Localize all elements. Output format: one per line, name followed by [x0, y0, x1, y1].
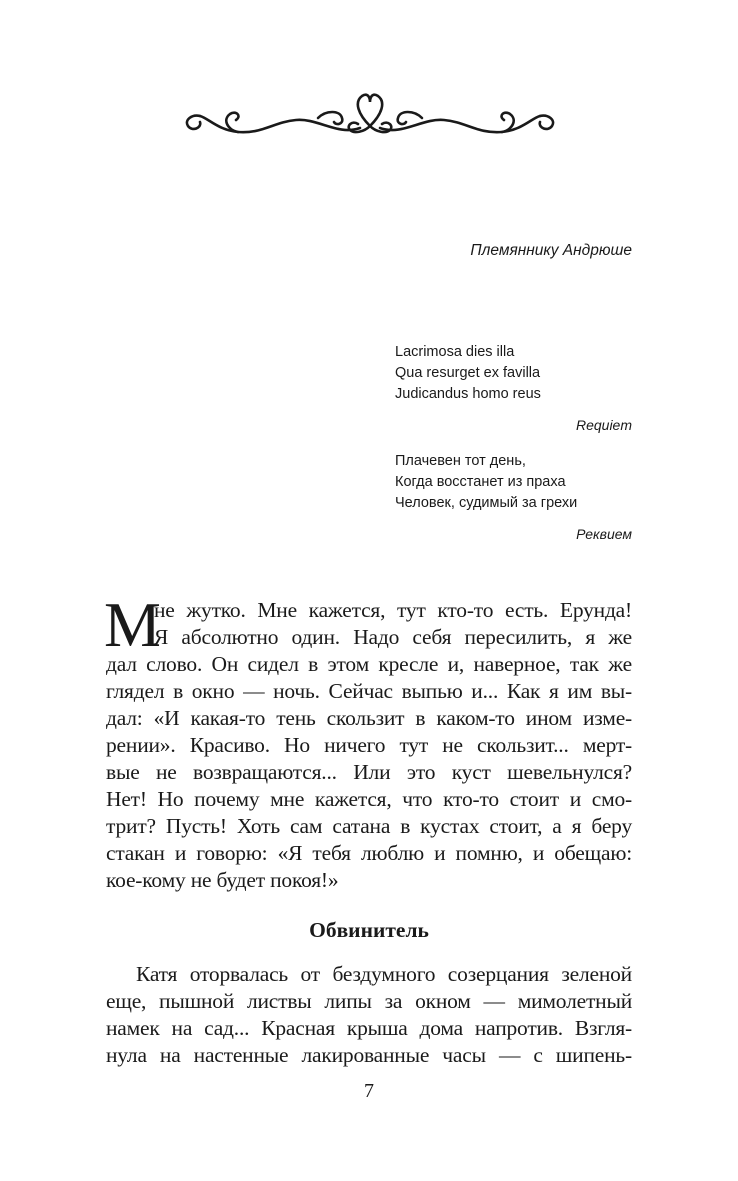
text-line: намек на сад... Красная крыша дома напротив. Взгля-: [106, 1016, 632, 1040]
text-line: глядел в окно — ночь. Сейчас выпью и... Как я им вы-: [106, 679, 632, 703]
epigraph-line: Judicandus homo reus: [395, 386, 541, 402]
chapter-paragraph: [106, 961, 632, 1069]
epigraph-line: Когда восстанет из праха: [395, 474, 566, 490]
text-line: кое-кому не будет покоя!»: [106, 868, 339, 892]
text-line: Я абсолютно один. Надо себя пересилить, я же: [154, 625, 632, 649]
epigraph-line: Qua resurget ex favilla: [395, 365, 541, 381]
chapter-title: Обвинитель: [309, 918, 429, 942]
text-line: вые не возвращаются... Или это куст шевельнулся?: [106, 760, 632, 784]
text-line: рении». Красиво. Но ничего тут не скользит... мерт-: [106, 733, 632, 757]
epigraph-line: Плачевен тот день,: [395, 453, 526, 469]
text-line: нула на настенные лакированные часы — с шипень-: [106, 1043, 632, 1067]
text-line: дал: «И какая-то тень скользит в каком-то ином изме-: [106, 706, 632, 730]
page-number: 7: [364, 1080, 374, 1102]
drop-cap: М: [104, 589, 161, 660]
epigraph-line: Lacrimosa dies illa: [395, 344, 515, 360]
epigraph-line: Человек, судимый за грехи: [395, 495, 578, 511]
epigraph-latin: [395, 342, 632, 433]
text-line: не жутко. Мне кажется, тут кто-то есть. Ерунда!: [154, 598, 632, 622]
text-line: дал слово. Он сидел в этом кресле и, наверное, так же: [106, 652, 632, 676]
epigraph-attribution: Requiem: [575, 417, 632, 433]
text-line: стакан и говорю: «Я тебя люблю и помню, и обещаю:: [106, 841, 632, 865]
heart-flourish-ornament-icon: [178, 88, 562, 146]
opening-paragraph: [104, 589, 632, 894]
epigraph-russian: [395, 451, 632, 542]
epigraph-attribution: Реквием: [576, 526, 632, 542]
text-line: еще, пышной листвы липы за окном — мимолетный: [106, 989, 632, 1013]
text-line: трит? Пусть! Хоть сам сатана в кустах стоит, а я беру: [106, 814, 632, 838]
text-line: Катя оторвалась от бездумного созерцания зеленой: [136, 962, 632, 986]
dedication: Племяннику Андрюше: [470, 242, 632, 259]
text-line: Нет! Но почему мне кажется, что кто-то стоит и смо-: [106, 787, 632, 811]
